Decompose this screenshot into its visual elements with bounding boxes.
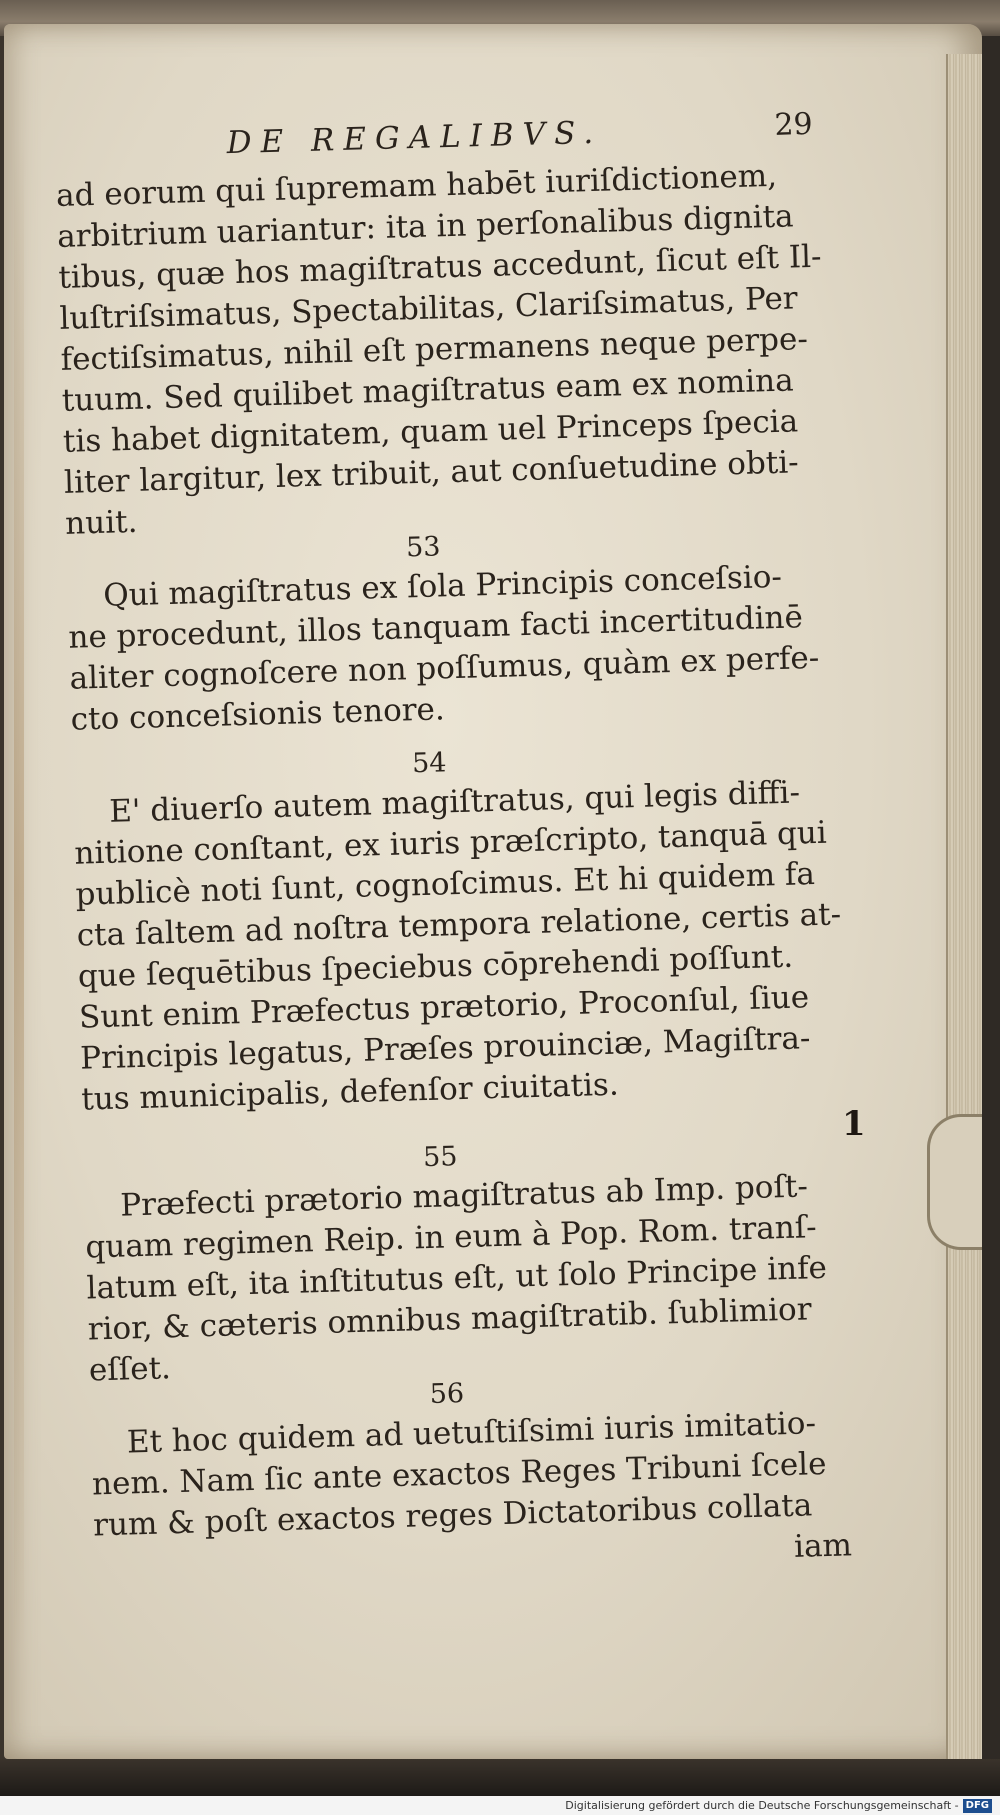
- text-line: publicè noti ſunt, cognoſcimus. Et hi quidem fa: [75, 856, 816, 913]
- paragraph: [72, 733, 852, 1120]
- running-head-title: DE REGALIBVS.: [226, 114, 603, 162]
- text-line: latum eſt, ita inſtitutus eſt, ut ſolo Principe infe: [86, 1249, 828, 1307]
- text-line: tibus, quæ hos magiſtratus accedunt, ſicut eſt Il-: [57, 238, 822, 296]
- book-page: [4, 24, 982, 1759]
- paragraph: [83, 1127, 859, 1391]
- page-stain: [14, 134, 24, 1654]
- text-line: cta ſaltem ad noſtra tempora relatione, certis at-: [76, 896, 842, 954]
- text-line: eſſet.: [88, 1350, 172, 1389]
- text-line: Qui magiſtratus ex ſola Principis conceſsio-: [102, 558, 783, 614]
- text-line: rum & poſt exactos reges Dictatoribus collata: [92, 1487, 813, 1544]
- text-line: Præfecti prætorio magiſtratus ab Imp. poſt-: [119, 1168, 809, 1224]
- paragraph: [66, 517, 841, 740]
- footer-bar: [0, 1796, 1000, 1815]
- text-line: aliter cognoſcere non poſſumus, quàm ex perfe-: [69, 639, 820, 697]
- section-number: 56: [429, 1378, 465, 1410]
- text-line: arbitrium uariantur: ita in perſonalibus dignita: [56, 198, 794, 255]
- text-line: tus municipalis, defenſor ciuitatis.: [80, 1066, 620, 1118]
- book-bottom-edge: [0, 1759, 1000, 1796]
- section-number: 55: [422, 1141, 458, 1174]
- text-line: ad eorum qui ſupremam habēt iuriſdictionem,: [55, 157, 778, 214]
- dfg-logo: DFG: [963, 1799, 992, 1813]
- text-line: que ſequētibus ſpeciebus cōprehendi poſſunt.: [77, 938, 794, 995]
- text-line: fectiſsimatus, nihil eſt permanens neque perpe-: [60, 321, 809, 378]
- page-fore-edge: [946, 54, 982, 1774]
- text-line: Et hoc quidem ad uetuſtiſsimi iuris imitatio-: [126, 1405, 817, 1461]
- paragraph: [56, 154, 836, 544]
- text-line: luſtriſsimatus, Spectabilitas, Clariſsimatus, Per: [59, 280, 799, 337]
- page-tab-marker: [927, 1114, 982, 1250]
- folio-number: 29: [773, 106, 814, 143]
- text-line: Principis legatus, Præſes prouinciæ, Magiſtra-: [79, 1020, 811, 1077]
- text-line: E' diuerſo autem magiſtratus, qui legis diffi-: [108, 774, 801, 830]
- text-line: nuit.: [64, 503, 138, 542]
- section-number: 54: [411, 747, 447, 780]
- text-line: rior, & cæteris omnibus magiſtratib. ſublimior: [87, 1291, 812, 1348]
- catchword: iam: [793, 1527, 853, 1565]
- text-line: cto conceſsionis tenore.: [70, 691, 446, 738]
- text-block: [54, 99, 865, 1588]
- text-line: tis habet dignitatem, quam uel Princeps ſpecia: [62, 403, 799, 460]
- text-line: ne procedunt, illos tanquam facti incertitudinē: [67, 599, 804, 656]
- text-line: tuum. Sed quilibet magiſtratus eam ex nomina: [61, 362, 795, 419]
- margin-note: 1: [842, 1104, 866, 1144]
- text-line: nem. Nam ſic ante exactos Reges Tribuni ſcele: [91, 1445, 827, 1503]
- paragraph: [89, 1364, 864, 1587]
- text-line: liter largitur, lex tribuit, aut conſuetudine obti-: [63, 444, 800, 501]
- text-line: nitione conſtant, ex iuris præſcripto, tanquā qui: [73, 814, 828, 872]
- text-line: Sunt enim Præfectus prætorio, Proconſul, ſiue: [78, 979, 810, 1036]
- text-line: quam regimen Reip. in eum à Pop. Rom. tranſ-: [84, 1209, 818, 1266]
- section-number: 53: [405, 531, 441, 564]
- footer-credit: Digitalisierung gefördert durch die Deutsche Forschungsgemeinschaft -: [565, 1799, 959, 1812]
